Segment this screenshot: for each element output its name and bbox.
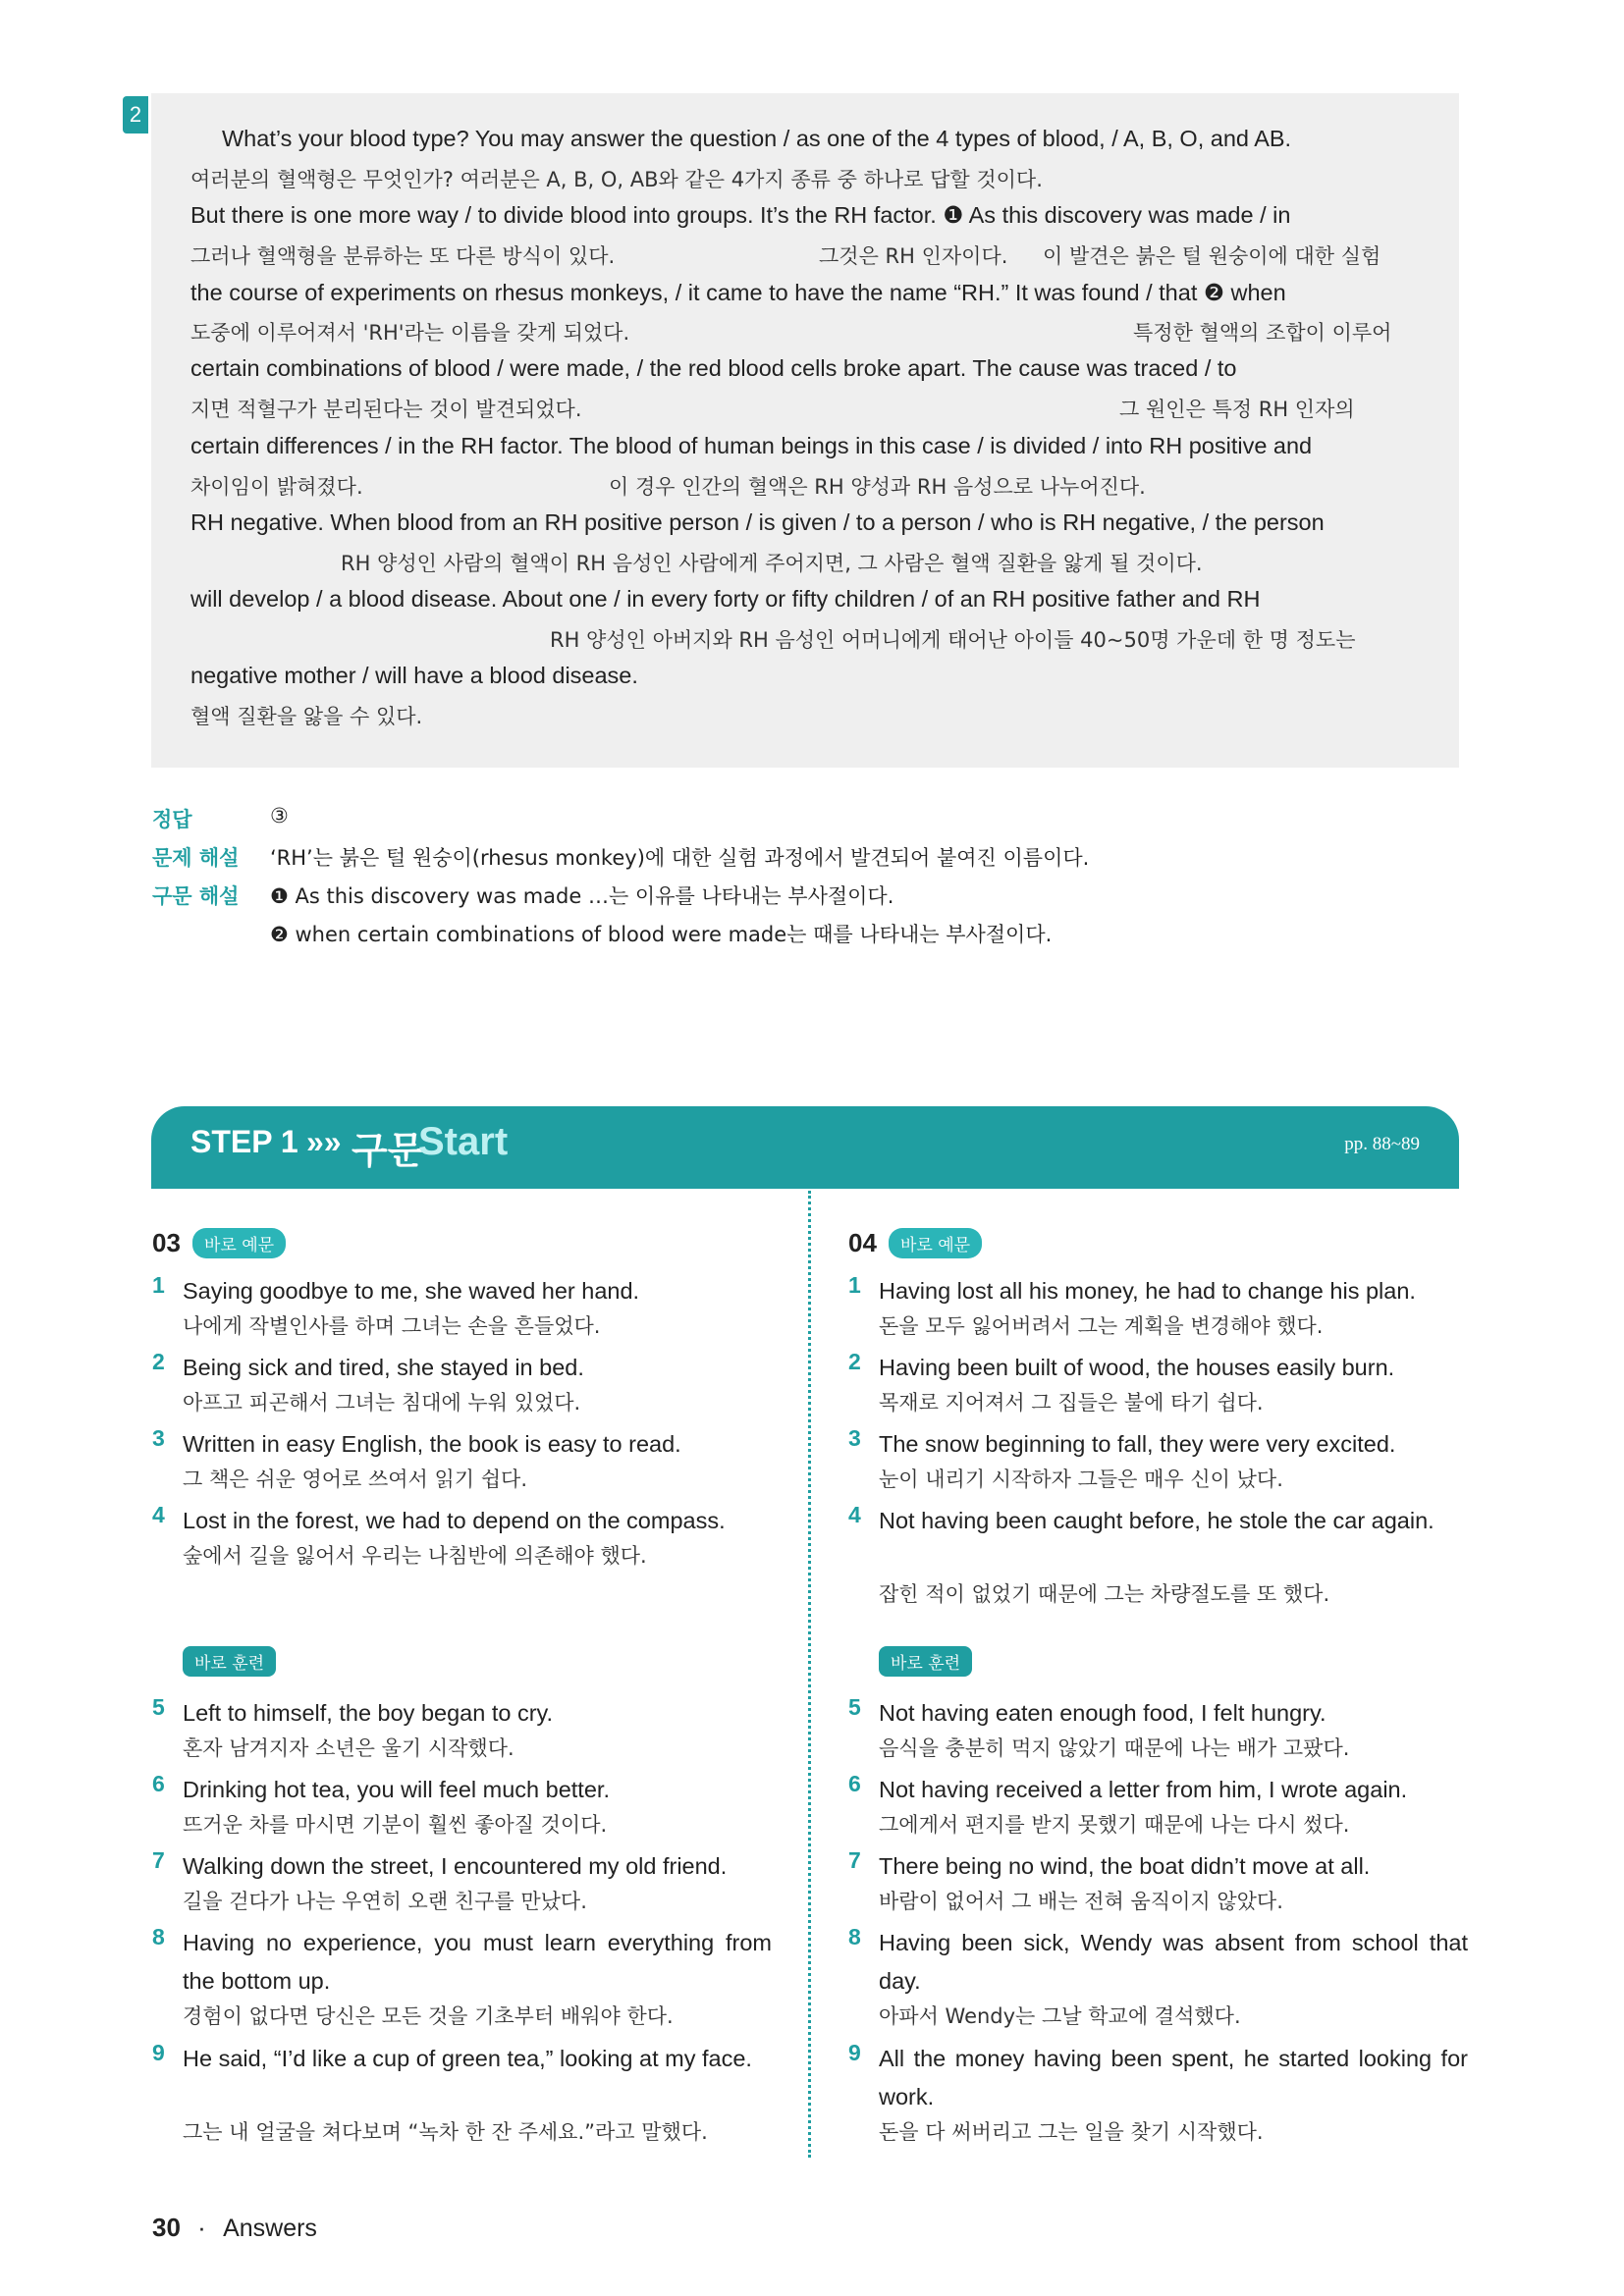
double-chevron-icon: »» [306, 1124, 342, 1159]
item-english: Having been built of wood, the houses easily burn. [879, 1355, 1395, 1380]
answer-value: ③ [270, 804, 289, 828]
page-footer [152, 2213, 317, 2243]
training-badge-right: 바로 훈련 [879, 1646, 972, 1677]
passage-translation-2a: 그러나 혈액형을 분류하는 또 다른 방식이 있다. [190, 244, 616, 268]
example-badge-right: 바로 예문 [889, 1228, 982, 1258]
item-english: Being sick and tired, she stayed in bed. [183, 1355, 584, 1380]
item-number: 8 [152, 1924, 165, 1949]
section-number-04: 04 [848, 1228, 877, 1257]
item-english: There being no wind, the boat didn’t move at all. [879, 1853, 1371, 1879]
problem-explanation-label: 문제 해설 [152, 846, 240, 870]
passage-translation-2c: 이 발견은 붉은 털 원숭이에 대한 실험 [1043, 244, 1381, 268]
item-english: Lost in the forest, we had to depend on the compass. [183, 1508, 726, 1533]
item-english: Having lost all his money, he had to change his plan. [879, 1278, 1416, 1304]
item-korean: 숲에서 길을 잃어서 우리는 나침반에 의존해야 했다. [183, 1544, 647, 1568]
item-english: Having no experience, you must learn everything from the bottom up. [183, 1930, 772, 1994]
training-badge-left: 바로 훈련 [183, 1646, 276, 1677]
passage-line-6: RH negative. When blood from an RH positive person / is given / to a person / who is RH negative, / the person [190, 509, 1325, 535]
item-number: 1 [848, 1272, 861, 1298]
problem-explanation-text: ‘RH’는 붉은 털 원숭이(rhesus monkey)에 대한 실험 과정에서 발견되어 붙여진 이름이다. [270, 846, 1090, 870]
item-korean: 나에게 작별인사를 하며 그녀는 손을 흔들었다. [183, 1314, 601, 1338]
passage-line-1: What’s your blood type? You may answer the question / as one of the 4 types of blood, / A, B, O, and AB. [222, 126, 1292, 151]
item-english: Not having received a letter from him, I wrote again. [879, 1777, 1408, 1802]
item-english: Written in easy English, the book is easy to read. [183, 1431, 681, 1457]
passage-translation-7: RH 양성인 아버지와 RH 음성인 어머니에게 태어난 아이들 40~50명 가운데 한 명 정도는 [550, 628, 1356, 652]
item-number: 6 [848, 1771, 861, 1796]
passage-line-8: negative mother / will have a blood disease. [190, 663, 638, 688]
passage-translation-4b: 그 원인은 특정 RH 인자의 [1119, 398, 1355, 421]
passage-line-5: certain differences / in the RH factor. The blood of human beings in this case / is divided / into RH positive and [190, 433, 1313, 458]
item-english: He said, “I’d like a cup of green tea,” looking at my face. [183, 2046, 752, 2071]
item-number: 4 [152, 1502, 165, 1527]
item-english: All the money having been spent, he started looking for work. [879, 2046, 1468, 2109]
item-korean: 잡힌 적이 없었기 때문에 그는 차량절도를 또 했다. [879, 1582, 1330, 1606]
item-english: The snow beginning to fall, they were very excited. [879, 1431, 1396, 1457]
item-english: Having been sick, Wendy was absent from school that day. [879, 1930, 1468, 1994]
item-korean: 눈이 내리기 시작하자 그들은 매우 신이 났다. [879, 1468, 1283, 1491]
problem-explanation-row [152, 842, 1090, 872]
item-number: 4 [848, 1502, 861, 1527]
answer-label: 정답 [152, 808, 192, 831]
item-english: Walking down the street, I encountered my old friend. [183, 1853, 728, 1879]
passage-line-2: But there is one more way / to divide blood into groups. It’s the RH factor. ❶ As this discovery was made / in [190, 202, 1291, 228]
item-number: 2 [848, 1349, 861, 1374]
item-korean: 아파서 Wendy는 그날 학교에 결석했다. [879, 2004, 1241, 2028]
item-korean: 목재로 지어져서 그 집들은 불에 타기 쉽다. [879, 1391, 1264, 1415]
item-korean: 경험이 없다면 당신은 모든 것을 기초부터 배워야 한다. [183, 2004, 674, 2028]
item-korean: 그에게서 편지를 받지 못했기 때문에 나는 다시 썼다. [879, 1813, 1350, 1837]
column-divider [808, 1191, 811, 2158]
item-english: Drinking hot tea, you will feel much better. [183, 1777, 610, 1802]
item-number: 9 [152, 2040, 165, 2065]
passage-translation-8: 혈액 질환을 앓을 수 있다. [190, 705, 423, 728]
step-banner [151, 1106, 1459, 1189]
syntax-explanation-label: 구문 해설 [152, 884, 240, 908]
page-reference: pp. 88~89 [1344, 1134, 1420, 1154]
item-number: 8 [848, 1924, 861, 1949]
item-korean: 바람이 없어서 그 배는 전혀 움직이지 않았다. [879, 1890, 1283, 1913]
item-number: 3 [152, 1425, 165, 1451]
question-number-badge: 2 [123, 96, 148, 133]
item-number: 1 [152, 1272, 165, 1298]
banner-title-korean: 구문 [352, 1129, 424, 1172]
item-korean: 돈을 모두 잃어버려서 그는 계획을 변경해야 했다. [879, 1314, 1324, 1338]
page-number: 30 [152, 2213, 181, 2242]
syntax-explanation-row-2 [270, 919, 1052, 948]
syntax-explanation-row [152, 881, 894, 910]
step-label: STEP 1 [190, 1124, 298, 1159]
item-english: Saying goodbye to me, she waved her hand. [183, 1278, 640, 1304]
footer-separator: · [197, 2213, 206, 2242]
passage-translation-5b: 이 경우 인간의 혈액은 RH 양성과 RH 음성으로 나누어진다. [609, 475, 1146, 499]
passage-line-7: will develop / a blood disease. About one / in every forty or fifty children / of an RH positive father and RH [190, 586, 1261, 612]
item-korean: 아프고 피곤해서 그녀는 침대에 누워 있었다. [183, 1391, 581, 1415]
item-english: Left to himself, the boy began to cry. [183, 1700, 554, 1726]
item-number: 7 [848, 1847, 861, 1873]
item-korean: 그는 내 얼굴을 쳐다보며 “녹차 한 잔 주세요.”라고 말했다. [183, 2120, 708, 2144]
item-korean: 그 책은 쉬운 영어로 쓰여서 읽기 쉽다. [183, 1468, 528, 1491]
passage-translation-1: 여러분의 혈액형은 무엇인가? 여러분은 A, B, O, AB와 같은 4가지 종류 중 하나로 답할 것이다. [190, 168, 1043, 191]
passage-translation-2b: 그것은 RH 인자이다. [819, 244, 1008, 268]
passage-line-4: certain combinations of blood / were made, / the red blood cells broke apart. The cause was traced / to [190, 355, 1237, 381]
section-number-03: 03 [152, 1228, 181, 1257]
passage-translation-3b: 특정한 혈액의 조합이 이루어 [1133, 321, 1392, 345]
item-number: 3 [848, 1425, 861, 1451]
passage-translation-5a: 차이임이 밝혀졌다. [190, 475, 363, 499]
item-korean: 음식을 충분히 먹지 않았기 때문에 나는 배가 고팠다. [879, 1736, 1350, 1760]
passage-translation-4a: 지면 적혈구가 분리된다는 것이 발견되었다. [190, 398, 582, 421]
item-number: 5 [152, 1694, 165, 1720]
passage-translation-6: RH 양성인 사람의 혈액이 RH 음성인 사람에게 주어지면, 그 사람은 혈액 질환을 앓게 될 것이다. [341, 552, 1203, 575]
syntax-explanation-1: ❶ As this discovery was made …는 이유를 나타내는 부사절이다. [270, 884, 894, 908]
item-number: 2 [152, 1349, 165, 1374]
syntax-explanation-2: ❷ when certain combinations of blood were made는 때를 나타내는 부사절이다. [270, 923, 1053, 946]
answer-row [152, 804, 289, 833]
item-korean: 길을 걷다가 나는 우연히 오랜 친구를 만났다. [183, 1890, 587, 1913]
reading-passage [151, 93, 1459, 768]
item-number: 6 [152, 1771, 165, 1796]
passage-translation-3a: 도중에 이루어져서 'RH'라는 이름을 갖게 되었다. [190, 321, 630, 345]
item-english: Not having been caught before, he stole the car again. [879, 1508, 1435, 1533]
passage-line-3: the course of experiments on rhesus monkeys, / it came to have the name “RH.” It was found / that ❷ when [190, 280, 1286, 305]
banner-title-english: Start [418, 1120, 509, 1163]
item-number: 7 [152, 1847, 165, 1873]
item-korean: 뜨거운 차를 마시면 기분이 훨씬 좋아질 것이다. [183, 1813, 608, 1837]
item-number: 9 [848, 2040, 861, 2065]
item-korean: 혼자 남겨지자 소년은 울기 시작했다. [183, 1736, 514, 1760]
footer-section: Answers [223, 2215, 317, 2242]
item-korean: 돈을 다 써버리고 그는 일을 찾기 시작했다. [879, 2120, 1264, 2144]
example-badge-left: 바로 예문 [192, 1228, 286, 1258]
item-english: Not having eaten enough food, I felt hungry. [879, 1700, 1326, 1726]
item-number: 5 [848, 1694, 861, 1720]
